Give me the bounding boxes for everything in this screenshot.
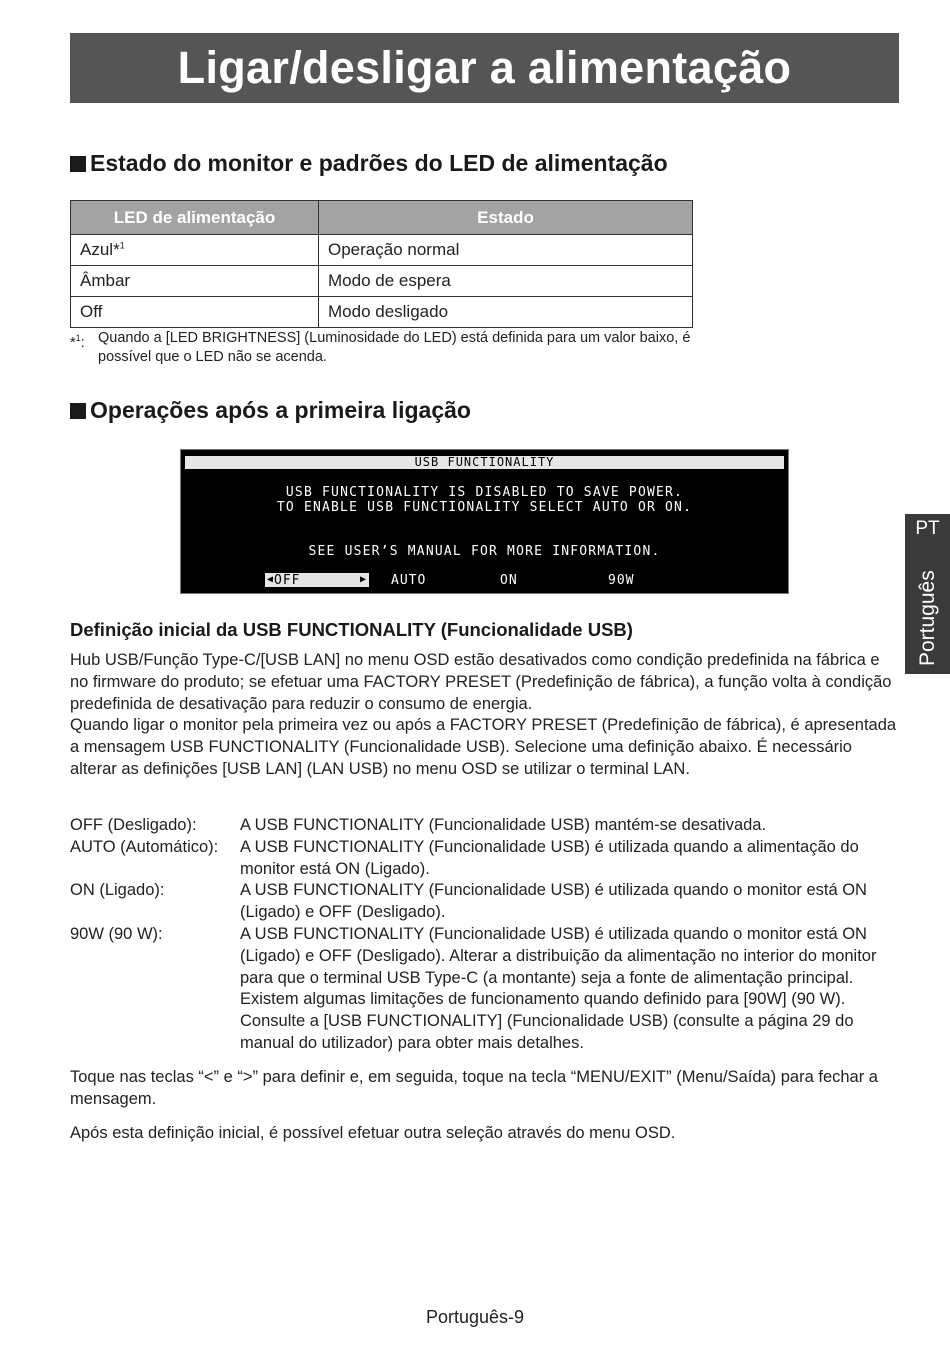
list-item bbox=[70, 924, 900, 1055]
table-row bbox=[71, 266, 693, 297]
page-footer: Português-9 bbox=[425, 1307, 525, 1327]
table-header-state: Estado bbox=[319, 201, 693, 235]
footnote-text: Quando a [LED BRIGHTNESS] (Luminosidade do LED) está definida para um valor baixo, é possível que o LED não se acenda. bbox=[98, 330, 691, 365]
language-side-tab bbox=[905, 514, 950, 674]
definition-term: ON (Ligado): bbox=[70, 881, 165, 900]
paragraph-3: Toque nas teclas “<” e “>” para definir e, em seguida, toque na tecla “MENU/EXIT” (Menu/Saída) para fechar a mensagem. bbox=[70, 1068, 878, 1108]
definition-term: AUTO (Automático): bbox=[70, 837, 219, 856]
table-cell-state: Modo de espera bbox=[319, 266, 693, 297]
table-header-row bbox=[71, 201, 693, 235]
paragraph-1: Hub USB/Função Type-C/[USB LAN] no menu OSD estão desativados como condição predefinida na fábrica e no firmware do produto; se efetuar uma FACTORY PRESET (Predefinição de fábrica), a função volta à condição predefinida de desativação para reduzir o consumo de energia. bbox=[70, 651, 892, 713]
arrow-left-icon: ◀ bbox=[267, 574, 275, 585]
language-code: PT bbox=[915, 518, 940, 539]
list-item bbox=[70, 880, 900, 924]
definition-desc: A USB FUNCTIONALITY (Funcionalidade USB) mantém-se desativada. bbox=[240, 816, 767, 834]
definition-desc: A USB FUNCTIONALITY (Funcionalidade USB) é utilizada quando o monitor está ON (Ligado) e OFF (Desligado). bbox=[240, 881, 867, 922]
table-cell-led: Off bbox=[71, 297, 319, 328]
definition-desc: A USB FUNCTIONALITY (Funcionalidade USB) é utilizada quando a alimentação do monitor está ON (Ligado). bbox=[240, 837, 859, 878]
definition-term: 90W (90 W): bbox=[70, 924, 163, 943]
table-cell-state: Operação normal bbox=[319, 235, 693, 266]
footnote bbox=[70, 329, 710, 367]
language-name: Português bbox=[916, 570, 939, 666]
osd-option-auto[interactable]: AUTO bbox=[391, 573, 427, 588]
section-heading-operations bbox=[70, 397, 471, 424]
definition-desc: A USB FUNCTIONALITY (Funcionalidade USB) é utilizada quando o monitor está ON (Ligado) e OFF (Desligado). Alterar a distribuição da alimentação no interior do monitor para que o terminal USB Type-C (a montante) seja a fonte de alimentação principal. Existem algumas limitações de funcionamento quando definido para [90W] (90 W). Consulte a [USB FUNCTIONALITY] (Funcionalidade USB) (consulte a página 29 do manual do utilizador) para obter mais detalhes. bbox=[240, 924, 877, 1052]
osd-line-3: SEE USER’S MANUAL FOR MORE INFORMATION. bbox=[308, 544, 661, 559]
table-row bbox=[71, 235, 693, 266]
osd-option-off-label: OFF bbox=[274, 572, 301, 588]
definition-list bbox=[70, 815, 900, 1055]
osd-title: USB FUNCTIONALITY bbox=[185, 456, 784, 469]
list-item bbox=[70, 815, 900, 837]
paragraph-2: Quando ligar o monitor pela primeira vez ou após a FACTORY PRESET (Predefinição de fábrica), é apresentada a mensagem USB FUNCTIONALITY (Funcionalidade USB). Selecione uma definição abaixo. É necessário alterar as definições [USB LAN] (LAN USB) no menu OSD se utilizar o terminal LAN. bbox=[70, 716, 897, 778]
led-status-table bbox=[70, 200, 693, 328]
footnote-mark-sup: 1 bbox=[75, 333, 81, 343]
osd-screen bbox=[180, 449, 789, 594]
led-blue-label: Azul* bbox=[80, 240, 120, 259]
osd-option-off[interactable] bbox=[265, 573, 369, 587]
footnote-ref: 1 bbox=[119, 240, 125, 251]
table-header-led: LED de alimentação bbox=[71, 201, 319, 235]
section-heading-led-text: Estado do monitor e padrões do LED de alimentação bbox=[90, 150, 668, 176]
square-bullet-icon bbox=[70, 403, 86, 419]
definition-term: OFF (Desligado): bbox=[70, 816, 197, 834]
osd-option-90w[interactable]: 90W bbox=[608, 573, 635, 588]
osd-option-on[interactable]: ON bbox=[500, 573, 518, 588]
arrow-right-icon: ▶ bbox=[359, 574, 367, 585]
footnote-asterisk: * bbox=[70, 334, 76, 351]
table-cell-led: Âmbar bbox=[71, 266, 319, 297]
title-bar bbox=[70, 33, 899, 103]
table-row bbox=[71, 297, 693, 328]
osd-line-1: USB FUNCTIONALITY IS DISABLED TO SAVE POWER. bbox=[285, 485, 684, 500]
footnote-mark bbox=[70, 329, 98, 367]
table-cell-state: Modo desligado bbox=[319, 297, 693, 328]
osd-line-2: TO ENABLE USB FUNCTIONALITY SELECT AUTO OR ON. bbox=[276, 500, 693, 515]
page-title: Ligar/desligar a alimentação bbox=[177, 42, 792, 93]
footnote-colon: : bbox=[80, 334, 85, 351]
square-bullet-icon bbox=[70, 156, 86, 172]
subheading-usb-functionality: Definição inicial da USB FUNCTIONALITY (Funcionalidade USB) bbox=[70, 619, 633, 640]
paragraph-4: Após esta definição inicial, é possível efetuar outra seleção através do menu OSD. bbox=[70, 1124, 676, 1142]
table-cell-led bbox=[71, 235, 319, 266]
list-item bbox=[70, 837, 900, 881]
section-heading-led bbox=[70, 150, 668, 177]
section-heading-operations-text: Operações após a primeira ligação bbox=[90, 397, 471, 423]
